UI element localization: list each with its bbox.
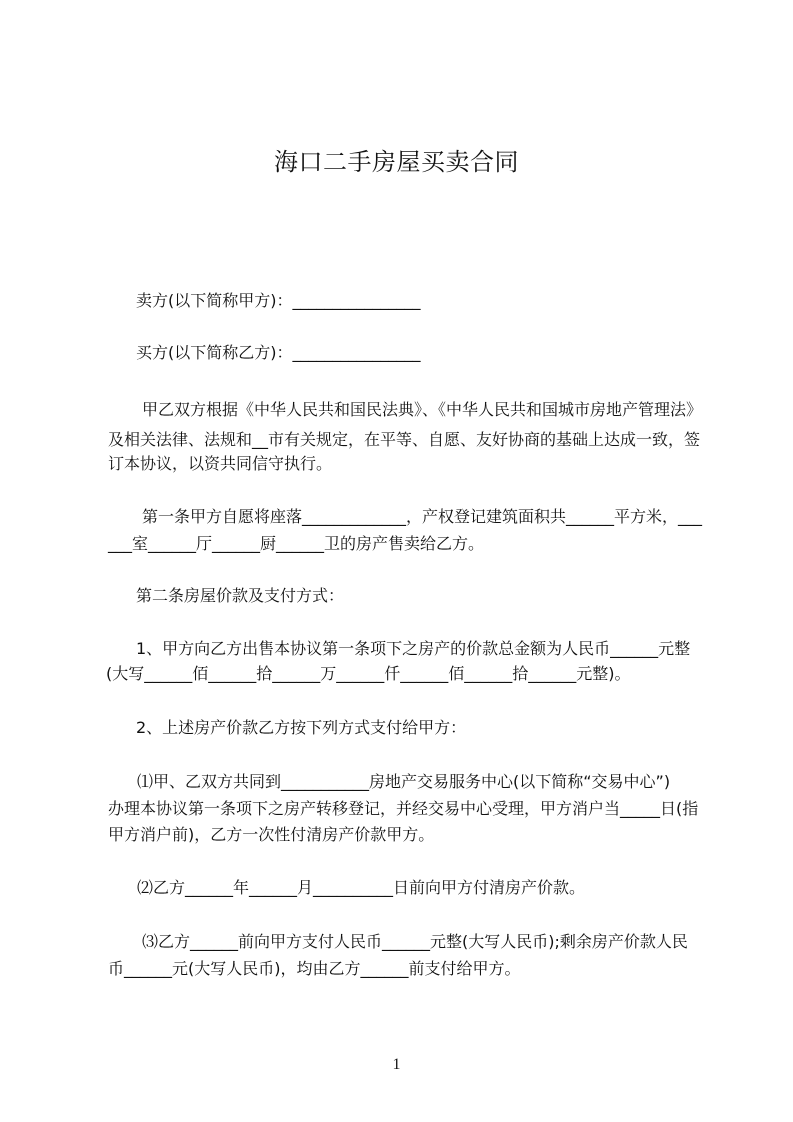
clause-2-line: 2、上述房产价款乙方按下列方式支付给甲方：	[136, 718, 467, 737]
item-1-line-3: 甲方消户前)，乙方一次性付清房产价款甲方。	[108, 825, 435, 844]
item-1-line-2: 办理本协议第一条项下之房产转移登记，并经交易中心受理，甲方消户当_____日(指	[108, 799, 699, 818]
clause-1-line-2: (大写______佰______拾______万______仟______佰______拾______元整)。	[106, 664, 631, 683]
buyer-line: 买方(以下简称乙方)：________________	[136, 343, 421, 362]
seller-line: 卖方(以下简称甲方)：________________	[136, 291, 421, 310]
article-1-line-2: ___室______厅______厨______卫的房产售卖给乙方。	[108, 534, 485, 553]
item-3-line-1: ⑶乙方______前向甲方支付人民币______元整(大写人民币);剩余房产价款人民	[142, 932, 688, 951]
article-1-line-1: 第一条甲方自愿将座落_____________，产权登记建筑面积共______平方米，___	[142, 507, 703, 526]
preamble-line-1: 甲乙双方根据《中华人民共和国民法典》、《中华人民共和国城市房地产管理法》	[142, 400, 703, 419]
page-number: 1	[392, 1056, 401, 1073]
item-1-line-1: ⑴甲、乙双方共同到___________房地产交易服务中心(以下简称“交易中心”)	[137, 772, 671, 791]
preamble-line-2: 及相关法律、法规和__市有关规定，在平等、自愿、友好协商的基础上达成一致，签	[108, 430, 701, 449]
preamble-line-3: 订本协议，以资共同信守执行。	[108, 454, 333, 473]
article-2-heading: 第二条房屋价款及支付方式：	[136, 586, 345, 605]
contract-title: 海口二手房屋买卖合同	[274, 148, 519, 176]
item-2-line: ⑵乙方______年______月__________日前向甲方付清房产价款。	[137, 878, 586, 897]
clause-1-line-1: 1、甲方向乙方出售本协议第一条项下之房产的价款总金额为人民币______元整	[136, 639, 691, 658]
item-3-line-2: 币______元(大写人民币)，均由乙方______前支付给甲方。	[108, 959, 521, 978]
